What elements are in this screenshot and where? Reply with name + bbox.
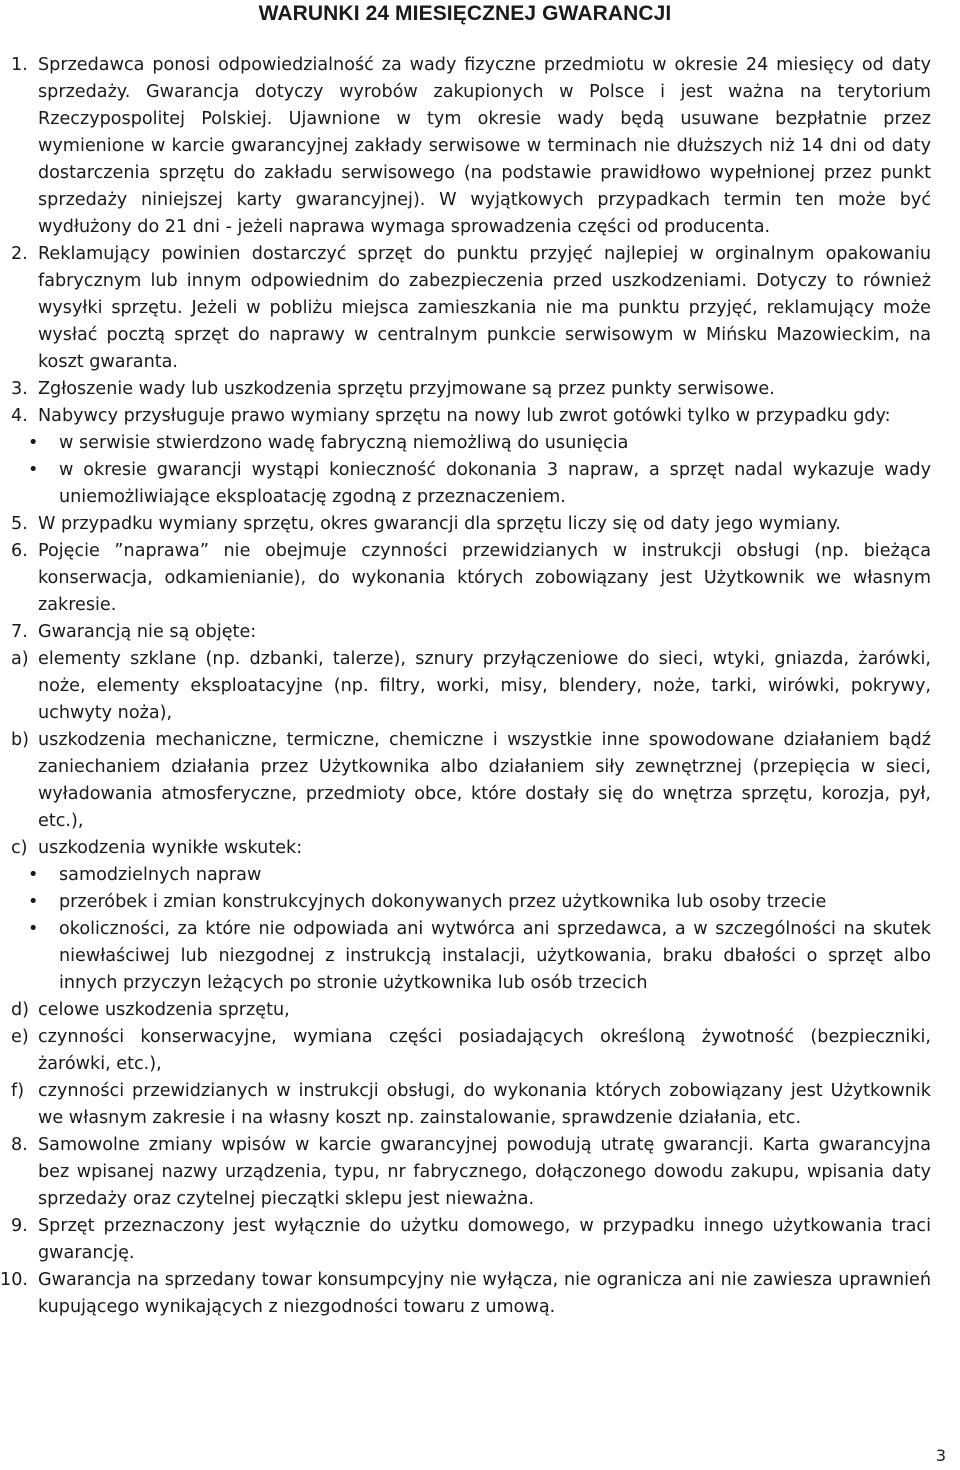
item-number: f) xyxy=(11,1081,25,1101)
bullet-text: w okresie gwarancji wystąpi konieczność dokonania 3 napraw, a sprzęt nadal wykazuje wady uniemożliwiające eksploatację zgodną z przeznaczeniem. xyxy=(59,460,931,507)
bullet-icon: • xyxy=(28,865,39,885)
item-number: c) xyxy=(11,838,28,858)
item-number: 5. xyxy=(11,514,28,534)
item-number: e) xyxy=(11,1027,29,1047)
list-item xyxy=(11,52,931,241)
item-number: 10. xyxy=(0,1270,28,1290)
list-item xyxy=(11,538,931,619)
item-text: Sprzedawca ponosi odpowiedzialność za wady fizyczne przedmiotu w okresie 24 miesięcy od daty sprzedaży. Gwarancja dotyczy wyrobów zakupionych w Polsce i jest ważna na terytorium Rzeczypospolitej Polskiej. Ujawnione w tym okresie wady będą usuwane bezpłatnie przez wymienione w karcie gwarancyjnej zakłady serwisowe w terminach nie dłuższych niż 14 dni od daty dostarczenia sprzętu do zakładu serwisowego (na podstawie prawidłowo wypełnionej przez punkt sprzedaży niniejszej karty gwarancyjnej). W wyjątkowych przypadkach termin ten może być wydłużony do 21 dni - jeżeli naprawa wymaga sprowadzenia części od producenta. xyxy=(38,55,931,237)
list-item xyxy=(11,241,931,376)
bullet-item xyxy=(11,457,931,511)
list-item xyxy=(11,376,931,403)
item-text: czynności przewidzianych w instrukcji obsługi, do wykonania których zobowiązany jest Użytkownik we własnym zakresie i na własny koszt np. zainstalowanie, sprawdzenie działania, etc. xyxy=(38,1081,931,1128)
item-text: Gwarancja na sprzedany towar konsumpcyjny nie wyłącza, nie ogranicza ani nie zawiesza uprawnień kupującego wynikających z niezgodności towaru z umową. xyxy=(38,1270,931,1317)
item-number: b) xyxy=(11,730,30,750)
list-item xyxy=(11,1078,931,1132)
list-item xyxy=(0,1267,931,1321)
item-text: W przypadku wymiany sprzętu, okres gwarancji dla sprzętu liczy się od daty jego wymiany. xyxy=(38,514,841,534)
item-number: d) xyxy=(11,1000,30,1020)
item-text: Samowolne zmiany wpisów w karcie gwarancyjnej powodują utratę gwarancji. Karta gwarancyjna bez wpisanej nazwy urządzenia, typu, nr fabrycznego, dołączonego dowodu zakupu, wpisania daty sprzedaży oraz czytelnej pieczątki sklepu jest nieważna. xyxy=(38,1135,931,1209)
item-text: uszkodzenia wynikłe wskutek: xyxy=(38,838,303,858)
bullet-text: samodzielnych napraw xyxy=(59,865,262,885)
bullet-item xyxy=(11,916,931,997)
item-number: 8. xyxy=(11,1135,28,1155)
list-item xyxy=(11,1132,931,1213)
item-number: 7. xyxy=(11,622,28,642)
bullet-icon: • xyxy=(28,433,39,453)
item-number: 3. xyxy=(11,379,28,399)
list-item xyxy=(11,646,931,727)
item-text: Pojęcie ”naprawa” nie obejmuje czynności przewidzianych w instrukcji obsługi (np. bieżąca konserwacja, odkamienianie), do wykonania których zobowiązany jest Użytkownik we własnym zakresie. xyxy=(38,541,931,615)
item-number: a) xyxy=(11,649,29,669)
item-number: 9. xyxy=(11,1216,28,1236)
list-item xyxy=(11,727,931,835)
item-text: Nabywcy przysługuje prawo wymiany sprzętu na nowy lub zwrot gotówki tylko w przypadku gdy: xyxy=(38,406,891,426)
item-number: 4. xyxy=(11,406,28,426)
bullet-item xyxy=(11,862,931,889)
bullet-icon: • xyxy=(28,892,39,912)
item-number: 2. xyxy=(11,244,28,264)
list-item xyxy=(11,619,931,646)
bullet-item xyxy=(11,430,931,457)
page-number: 3 xyxy=(935,1446,946,1465)
item-text: elementy szklane (np. dzbanki, talerze), sznury przyłączeniowe do sieci, wtyki, gniazda, żarówki, noże, elementy eksploatacyjne (np. filtry, worki, misy, blendery, noże, tarki, wirówki, pokrywy, uchwyty noża), xyxy=(38,649,931,723)
item-text: Sprzęt przeznaczony jest wyłącznie do użytku domowego, w przypadku innego użytkowania traci gwarancję. xyxy=(38,1216,931,1263)
list-item xyxy=(11,1213,931,1267)
item-number: 6. xyxy=(11,541,28,561)
bullet-icon: • xyxy=(28,460,39,480)
item-text: Zgłoszenie wady lub uszkodzenia sprzętu przyjmowane są przez punkty serwisowe. xyxy=(38,379,775,399)
bullet-text: w serwisie stwierdzono wadę fabryczną niemożliwą do usunięcia xyxy=(59,433,629,453)
bullet-item xyxy=(11,889,931,916)
item-number: 1. xyxy=(11,55,28,75)
item-text: uszkodzenia mechaniczne, termiczne, chemiczne i wszystkie inne spowodowane działaniem bądź zaniechaniem działania przez Użytkownika albo działaniem siły zewnętrznej (przepięcia w sieci, wyładowania atmosferyczne, przedmioty obce, które dostały się do wnętrza sprzętu, korozja, pył, etc.), xyxy=(38,730,931,831)
item-text: Gwarancją nie są objęte: xyxy=(38,622,257,642)
item-text: Reklamujący powinien dostarczyć sprzęt do punktu przyjęć najlepiej w orginalnym opakowaniu fabrycznym lub innym odpowiednim do zabezpieczenia przed uszkodzeniami. Dotyczy to również wysyłki sprzętu. Jeżeli w pobliżu miejsca zamieszkania nie ma punktu przyjęć, reklamujący może wysłać pocztą sprzęt do naprawy w centralnym punkcie serwisowym w Mińsku Mazowieckim, na koszt gwaranta. xyxy=(38,244,931,372)
list-item xyxy=(11,403,931,430)
item-text: czynności konserwacyjne, wymiana części posiadających określoną żywotność (bezpieczniki, żarówki, etc.), xyxy=(38,1027,931,1074)
warranty-terms xyxy=(0,52,931,1321)
page-title: WARUNKI 24 MIESIĘCZNEJ GWARANCJI xyxy=(258,2,672,25)
item-text: celowe uszkodzenia sprzętu, xyxy=(38,1000,290,1020)
bullet-text: okoliczności, za które nie odpowiada ani wytwórca ani sprzedawca, a w szczególności na skutek niewłaściwej lub niezgodnej z instrukcją instalacji, użytkowania, braku dbałości o sprzęt albo innych przyczyn leżących po stronie użytkownika lub osób trzecich xyxy=(59,919,931,993)
list-item xyxy=(11,511,931,538)
list-item xyxy=(11,835,931,862)
bullet-icon: • xyxy=(28,919,39,939)
list-item xyxy=(11,997,931,1024)
list-item xyxy=(11,1024,931,1078)
bullet-text: przeróbek i zmian konstrukcyjnych dokonywanych przez użytkownika lub osoby trzecie xyxy=(59,892,827,912)
